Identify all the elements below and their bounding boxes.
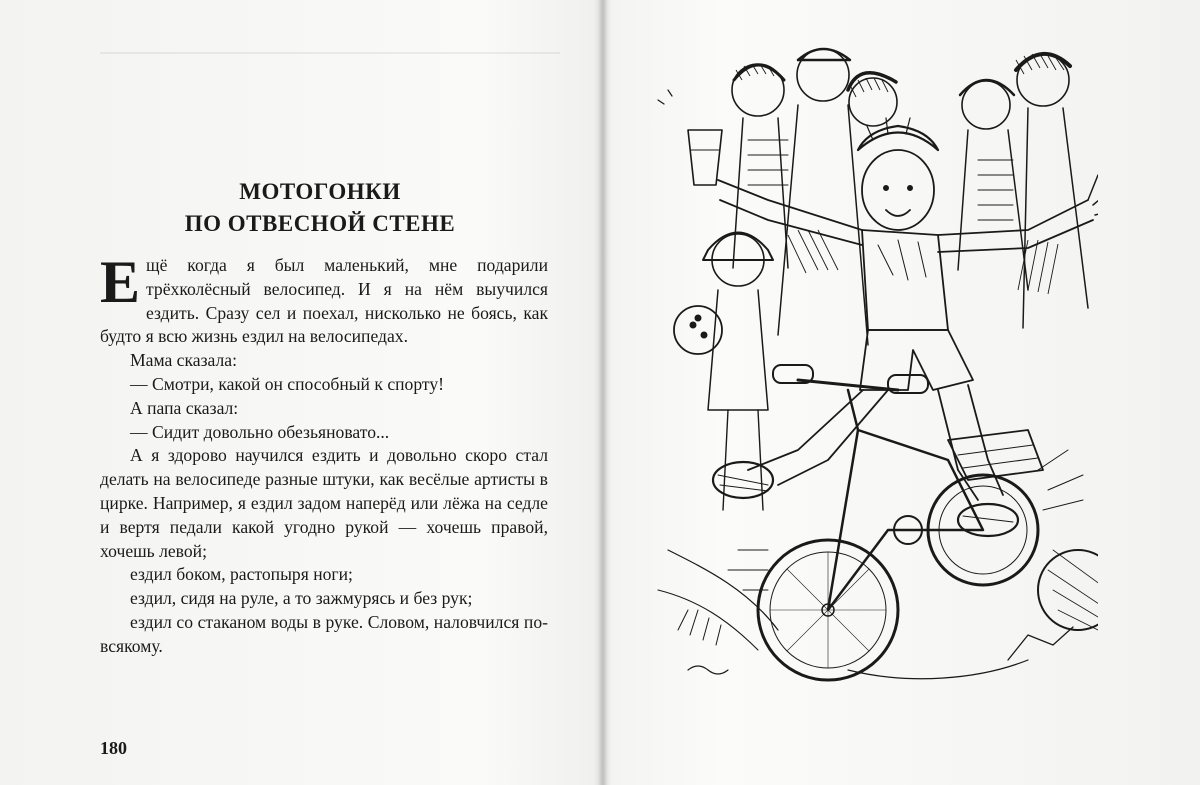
page-number: 180 [100,738,127,758]
paragraph [100,249,548,349]
right-page [608,0,1200,785]
chapter-title-line-2: ПО ОТВЕСНОЙ СТЕНЕ [184,211,456,236]
paragraph: ездил со стаканом воды в руке. Словом, наловчился по-всякому. [100,611,548,656]
paragraph: Мама сказала: [130,350,237,371]
illustration-boy-on-bicycle [648,30,1098,720]
paragraph: — Смотри, какой он способный к спорту! [130,373,445,394]
paragraph: А я здорово научился ездить и довольно скоро стал делать на велосипеде разные штуки, как весёлые артисты в цирке. Например, я ездил задом наперёд или лёжа на седле и вертя педали какой угодно рукой — хочешь правой, хочешь левой; [100,445,548,561]
bleed-through-header [100,52,560,64]
paragraph: А папа сказал: [130,397,239,418]
paragraph: — Сидит довольно обезьяновато... [130,421,390,442]
drop-cap: Е [100,249,141,315]
paragraph: ездил боком, растопыря ноги; [130,564,353,585]
paragraph: ездил, сидя на руле, а то зажмурясь и без рук; [130,588,473,609]
body-text [100,249,548,659]
paragraph-text: щё когда я был маленький, мне подарили трёхколёсный велосипед. И я на нём выучился ездить. Сразу сел и поехал, нисколько не боясь, как будто я всю жизнь ездил на велосипедах. [100,255,548,347]
chapter-title [100,176,540,240]
chapter-title-line-1: МОТОГОНКИ [239,179,401,204]
